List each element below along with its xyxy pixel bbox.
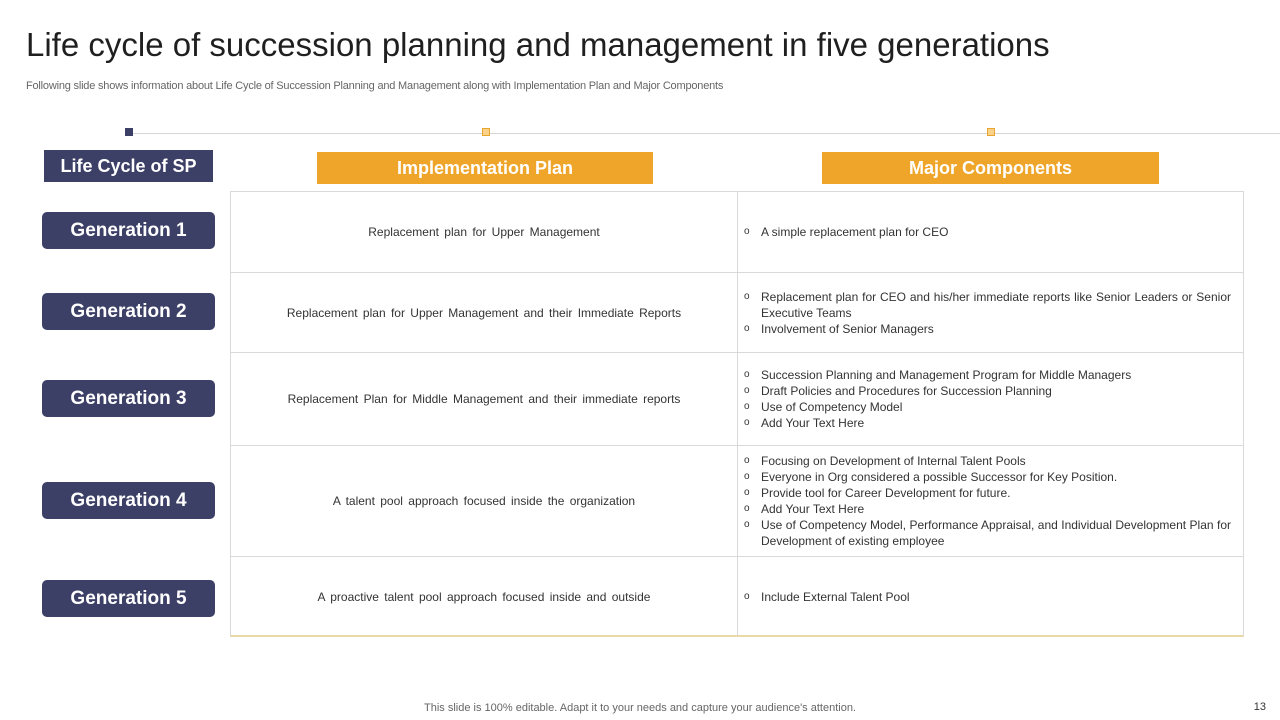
component-item: o Involvement of Senior Managers [744, 321, 934, 336]
slide-subtitle: Following slide shows information about Life Cycle of Succession Planning and Management along with Implementation Plan and Major Components [26, 80, 724, 92]
bullet-icon: o [744, 322, 750, 334]
page-number: 13 [1253, 701, 1266, 713]
table-row [231, 353, 1243, 446]
bullet-icon: o [744, 226, 750, 237]
timeline-marker-3 [987, 128, 995, 136]
component-item: o Draft Policies and Procedures for Succession Planning [744, 384, 1052, 398]
implementation-cell: A proactive talent pool approach focused inside and outside [231, 557, 738, 636]
bullet-icon: o [744, 519, 750, 530]
timeline-line [129, 133, 1280, 134]
header-major-components: Major Components [822, 152, 1159, 184]
timeline-marker-2 [482, 128, 490, 136]
component-item: o A simple replacement plan for CEO [744, 225, 949, 239]
implementation-cell: Replacement Plan for Middle Management and their immediate reports [231, 353, 738, 445]
component-item: o Succession Planning and Management Program for Middle Managers [744, 368, 1132, 382]
bullet-icon: o [744, 290, 750, 302]
implementation-cell: A talent pool approach focused inside the organization [231, 446, 738, 556]
slide-title: Life cycle of succession planning and management in five generations [26, 26, 1050, 63]
components-cell [738, 557, 1243, 636]
component-item: o Focusing on Development of Internal Talent Pools [744, 454, 1026, 468]
implementation-cell: Replacement plan for Upper Management [231, 192, 738, 272]
component-item: o Include External Talent Pool [744, 589, 910, 604]
components-cell [738, 273, 1243, 352]
bullet-icon: o [744, 487, 750, 498]
bullet-icon: o [744, 401, 750, 412]
bullet-icon: o [744, 369, 750, 380]
bullet-icon: o [744, 503, 750, 514]
generation-2-label: Generation 2 [42, 293, 215, 330]
implementation-cell: Replacement plan for Upper Management and their Immediate Reports [231, 273, 738, 352]
bullet-icon: o [744, 385, 750, 396]
succession-table [230, 191, 1244, 637]
generation-1-label: Generation 1 [42, 212, 215, 249]
bullet-icon: o [744, 417, 750, 428]
table-row [231, 557, 1243, 636]
timeline-marker-1 [125, 128, 133, 136]
table-row [231, 446, 1243, 557]
bullet-icon: o [744, 455, 750, 466]
component-item: o Use of Competency Model [744, 400, 903, 414]
table-row [231, 192, 1243, 273]
generation-3-label: Generation 3 [42, 380, 215, 417]
component-item: o Everyone in Org considered a possible Successor for Key Position. [744, 470, 1118, 484]
components-cell [738, 192, 1243, 272]
bullet-icon: o [744, 471, 750, 482]
generation-5-label: Generation 5 [42, 580, 215, 617]
bullet-icon: o [744, 590, 750, 602]
footer-note: This slide is 100% editable. Adapt it to your needs and capture your audience's attention. [424, 702, 856, 714]
header-implementation-plan: Implementation Plan [317, 152, 653, 184]
components-cell [738, 353, 1243, 445]
component-item: o Use of Competency Model, Performance Appraisal, and Individual Development Plan for Development of existing employee [744, 518, 1231, 548]
component-item: o Replacement plan for CEO and his/her immediate reports like Senior Leaders or Senior Executive Teams [744, 289, 1231, 320]
component-item: o Add Your Text Here [744, 502, 865, 516]
table-row [231, 273, 1243, 353]
generation-4-label: Generation 4 [42, 482, 215, 519]
header-life-cycle: Life Cycle of SP [44, 150, 213, 182]
component-item: o Provide tool for Career Development for future. [744, 486, 1011, 500]
component-item: o Add Your Text Here [744, 416, 865, 430]
components-cell [738, 446, 1243, 556]
